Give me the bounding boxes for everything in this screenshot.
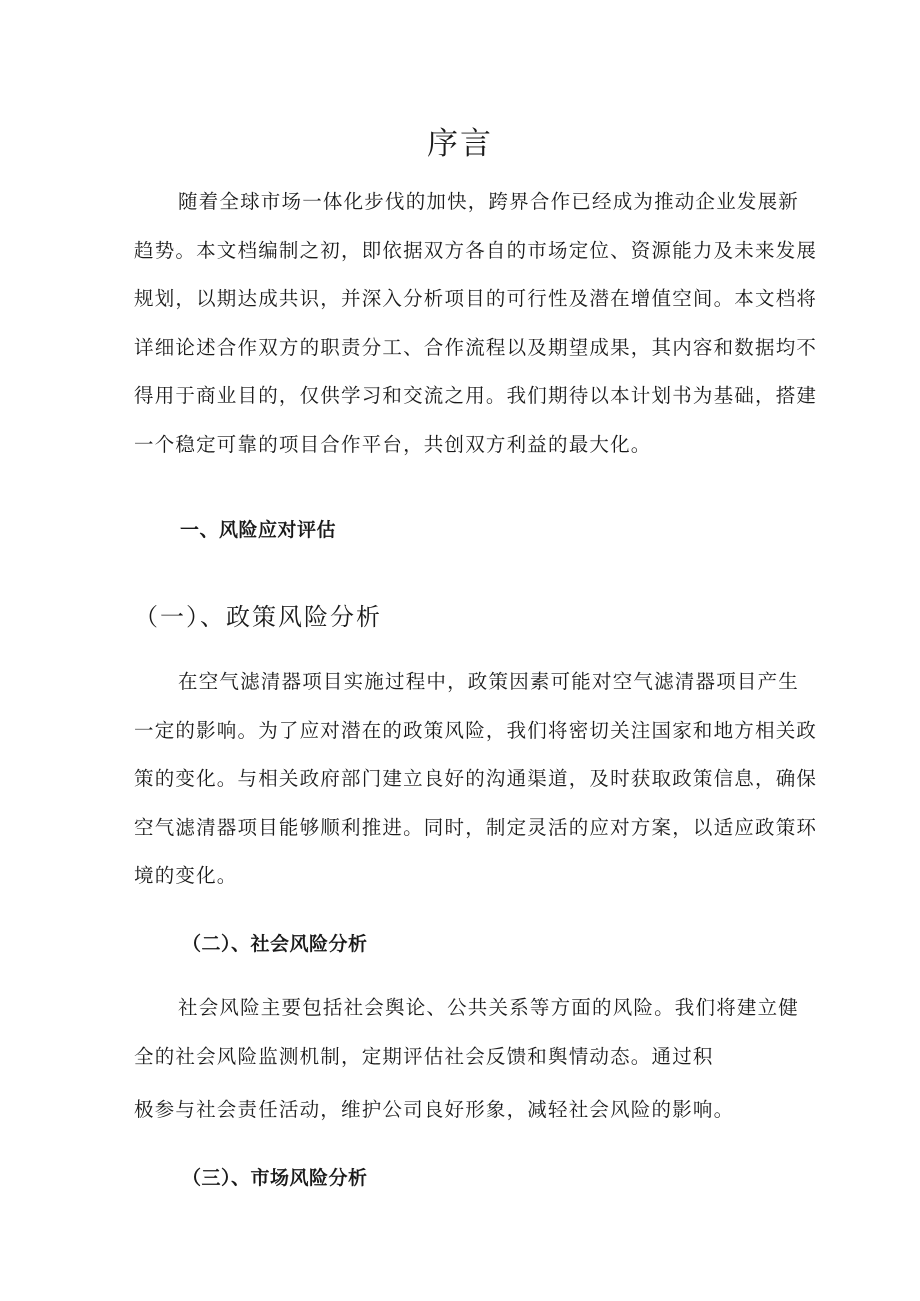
paragraph-line: 极参与社会责任活动，维护公司良好形象，减轻社会风险的影响。 — [134, 1098, 735, 1121]
paragraph-line: 一定的影响。为了应对潜在的政策风险，我们将密切关注国家和地方相关政 — [134, 718, 818, 742]
paragraph-line: 规划，以期达成共识，并深入分析项目的可行性及潜在增值空间。本文档将 — [134, 287, 818, 310]
paragraph-line: 策的变化。与相关政府部门建立良好的沟通渠道，及时获取政策信息，确保 — [134, 767, 818, 790]
document-title: 序言 — [427, 126, 493, 162]
paragraph-line: 详细论述合作双方的职责分工、合作流程以及期望成果，其内容和数据均不 — [134, 335, 818, 359]
paragraph-line: 趋势。本文档编制之初，即依据双方各自的市场定位、资源能力及未来发展 — [134, 238, 818, 262]
section-heading: 一、风险应对评估 — [180, 519, 337, 541]
paragraph-line: 空气滤清器项目能够顺利推进。同时，制定灵活的应对方案，以适应政策环 — [134, 815, 818, 839]
paragraph-line: 社会风险主要包括社会舆论、公共关系等方面的风险。我们将建立健 — [178, 996, 800, 1019]
paragraph-line: 随着全球市场一体化步伐的加快，跨界合作已经成为推动企业发展新 — [178, 190, 800, 213]
subsection-heading-social: （二）、社会风险分析 — [182, 933, 368, 955]
paragraph-line: 境的变化。 — [134, 864, 238, 887]
social-risk-paragraph — [134, 984, 800, 1081]
subsection-heading-market: （三）、市场风险分析 — [182, 1167, 368, 1189]
paragraph-line: 得用于商业目的，仅供学习和交流之用。我们期待以本计划书为基础，搭建 — [134, 384, 818, 407]
policy-risk-paragraph — [134, 658, 818, 901]
paragraph-line: 在空气滤清器项目实施过程中，政策因素可能对空气滤清器项目产生 — [178, 670, 800, 693]
subsection-heading-policy: （一）、政策风险分析 — [134, 603, 382, 631]
preface-paragraph — [134, 178, 818, 469]
paragraph-line: 一个稳定可靠的项目合作平台，共创双方利益的最大化。 — [134, 432, 652, 456]
social-risk-paragraph-continued — [134, 1086, 790, 1135]
paragraph-line: 全的社会风险监测机制，定期评估社会反馈和舆情动态。通过积 — [134, 1044, 714, 1068]
